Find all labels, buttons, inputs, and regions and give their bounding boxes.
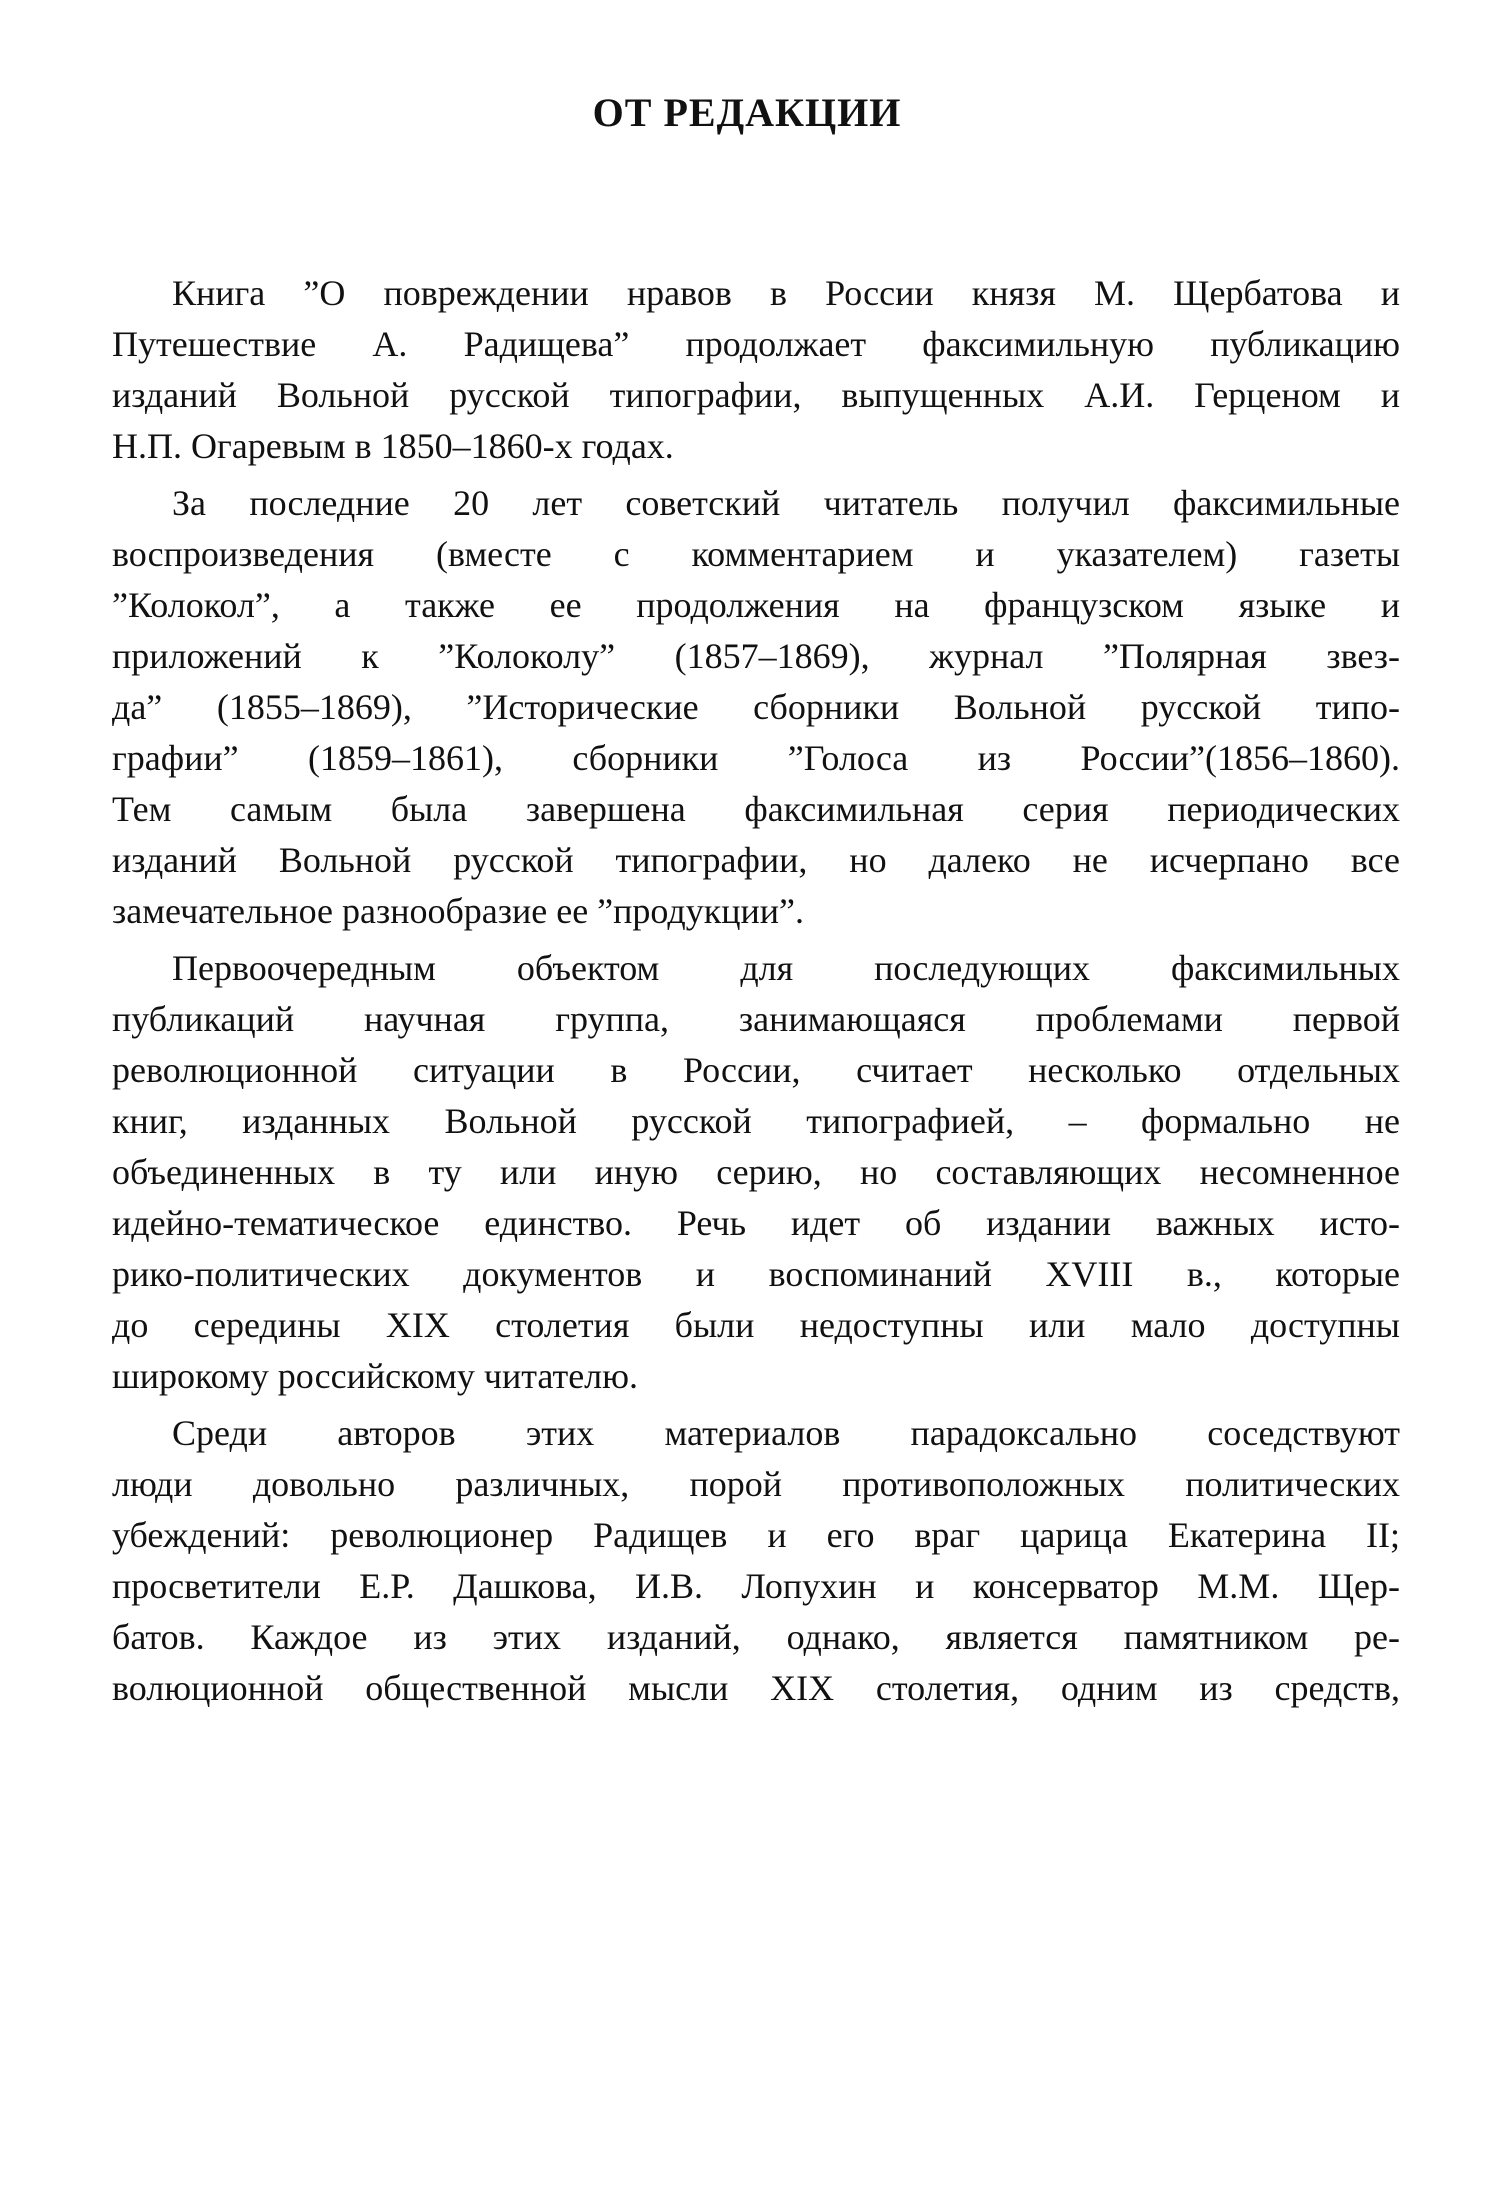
paragraph-3 bbox=[112, 943, 1400, 1402]
text-line: идейно-тематическое единство. Речь идет об издании важных исто- bbox=[112, 1203, 1400, 1243]
text-line: да” (1855–1869), ”Исторические сборники Вольной русской типо- bbox=[112, 687, 1400, 727]
body-text bbox=[112, 268, 1400, 1714]
text-line: революционной ситуации в России, считает несколько отдельных bbox=[112, 1050, 1400, 1090]
text-line: Н.П. Огаревым в 1850–1860-х годах. bbox=[112, 426, 674, 466]
text-line: волюционной общественной мысли XIX столетия, одним из средств, bbox=[112, 1668, 1400, 1708]
page-title: ОТ РЕДАКЦИИ bbox=[592, 90, 902, 135]
text-line: изданий Вольной русской типографии, но далеко не исчерпано все bbox=[112, 840, 1400, 880]
text-line: замечательное разнообразие ее ”продукции”. bbox=[112, 891, 804, 931]
text-line: Тем самым была завершена факсимильная серия периодических bbox=[112, 789, 1400, 829]
text-line: Первоочередным объектом для последующих факсимильных bbox=[172, 948, 1400, 988]
paragraph-1 bbox=[112, 268, 1400, 472]
text-line: воспроизведения (вместе с комментарием и указателем) газеты bbox=[112, 534, 1400, 574]
text-line: Среди авторов этих материалов парадоксально соседствуют bbox=[172, 1413, 1400, 1453]
text-line: рико-политических документов и воспоминаний XVIII в., которые bbox=[112, 1254, 1400, 1294]
text-line: широкому российскому читателю. bbox=[112, 1356, 639, 1396]
text-line: просветители Е.Р. Дашкова, И.В. Лопухин и консерватор М.М. Щер- bbox=[112, 1566, 1400, 1606]
text-line: публикаций научная группа, занимающаяся проблемами первой bbox=[112, 999, 1400, 1039]
text-line: объединенных в ту или иную серию, но составляющих несомненное bbox=[112, 1152, 1400, 1192]
text-line: приложений к ”Колоколу” (1857–1869), журнал ”Полярная звез- bbox=[112, 636, 1400, 676]
text-line: За последние 20 лет советский читатель получил факсимильные bbox=[172, 483, 1400, 523]
paragraph-2 bbox=[112, 478, 1400, 937]
text-line: люди довольно различных, порой противоположных политических bbox=[112, 1464, 1400, 1504]
text-line: Путешествие А. Радищева” продолжает факсимильную публикацию bbox=[112, 324, 1400, 364]
paragraph-4 bbox=[112, 1408, 1400, 1714]
text-line: книг, изданных Вольной русской типографией, – формально не bbox=[112, 1101, 1400, 1141]
text-line: до середины XIX столетия были недоступны или мало доступны bbox=[112, 1305, 1400, 1345]
text-line: убеждений: революционер Радищев и его враг царица Екатерина II; bbox=[112, 1515, 1400, 1555]
text-line: изданий Вольной русской типографии, выпущенных А.И. Герценом и bbox=[112, 375, 1400, 415]
text-line: ”Колокол”, а также ее продолжения на французском языке и bbox=[112, 585, 1400, 625]
text-line: Книга ”О повреждении нравов в России князя М. Щербатова и bbox=[172, 273, 1400, 313]
text-line: графии” (1859–1861), сборники ”Голоса из России”(1856–1860). bbox=[112, 738, 1400, 778]
text-line: батов. Каждое из этих изданий, однако, является памятником ре- bbox=[112, 1617, 1400, 1657]
